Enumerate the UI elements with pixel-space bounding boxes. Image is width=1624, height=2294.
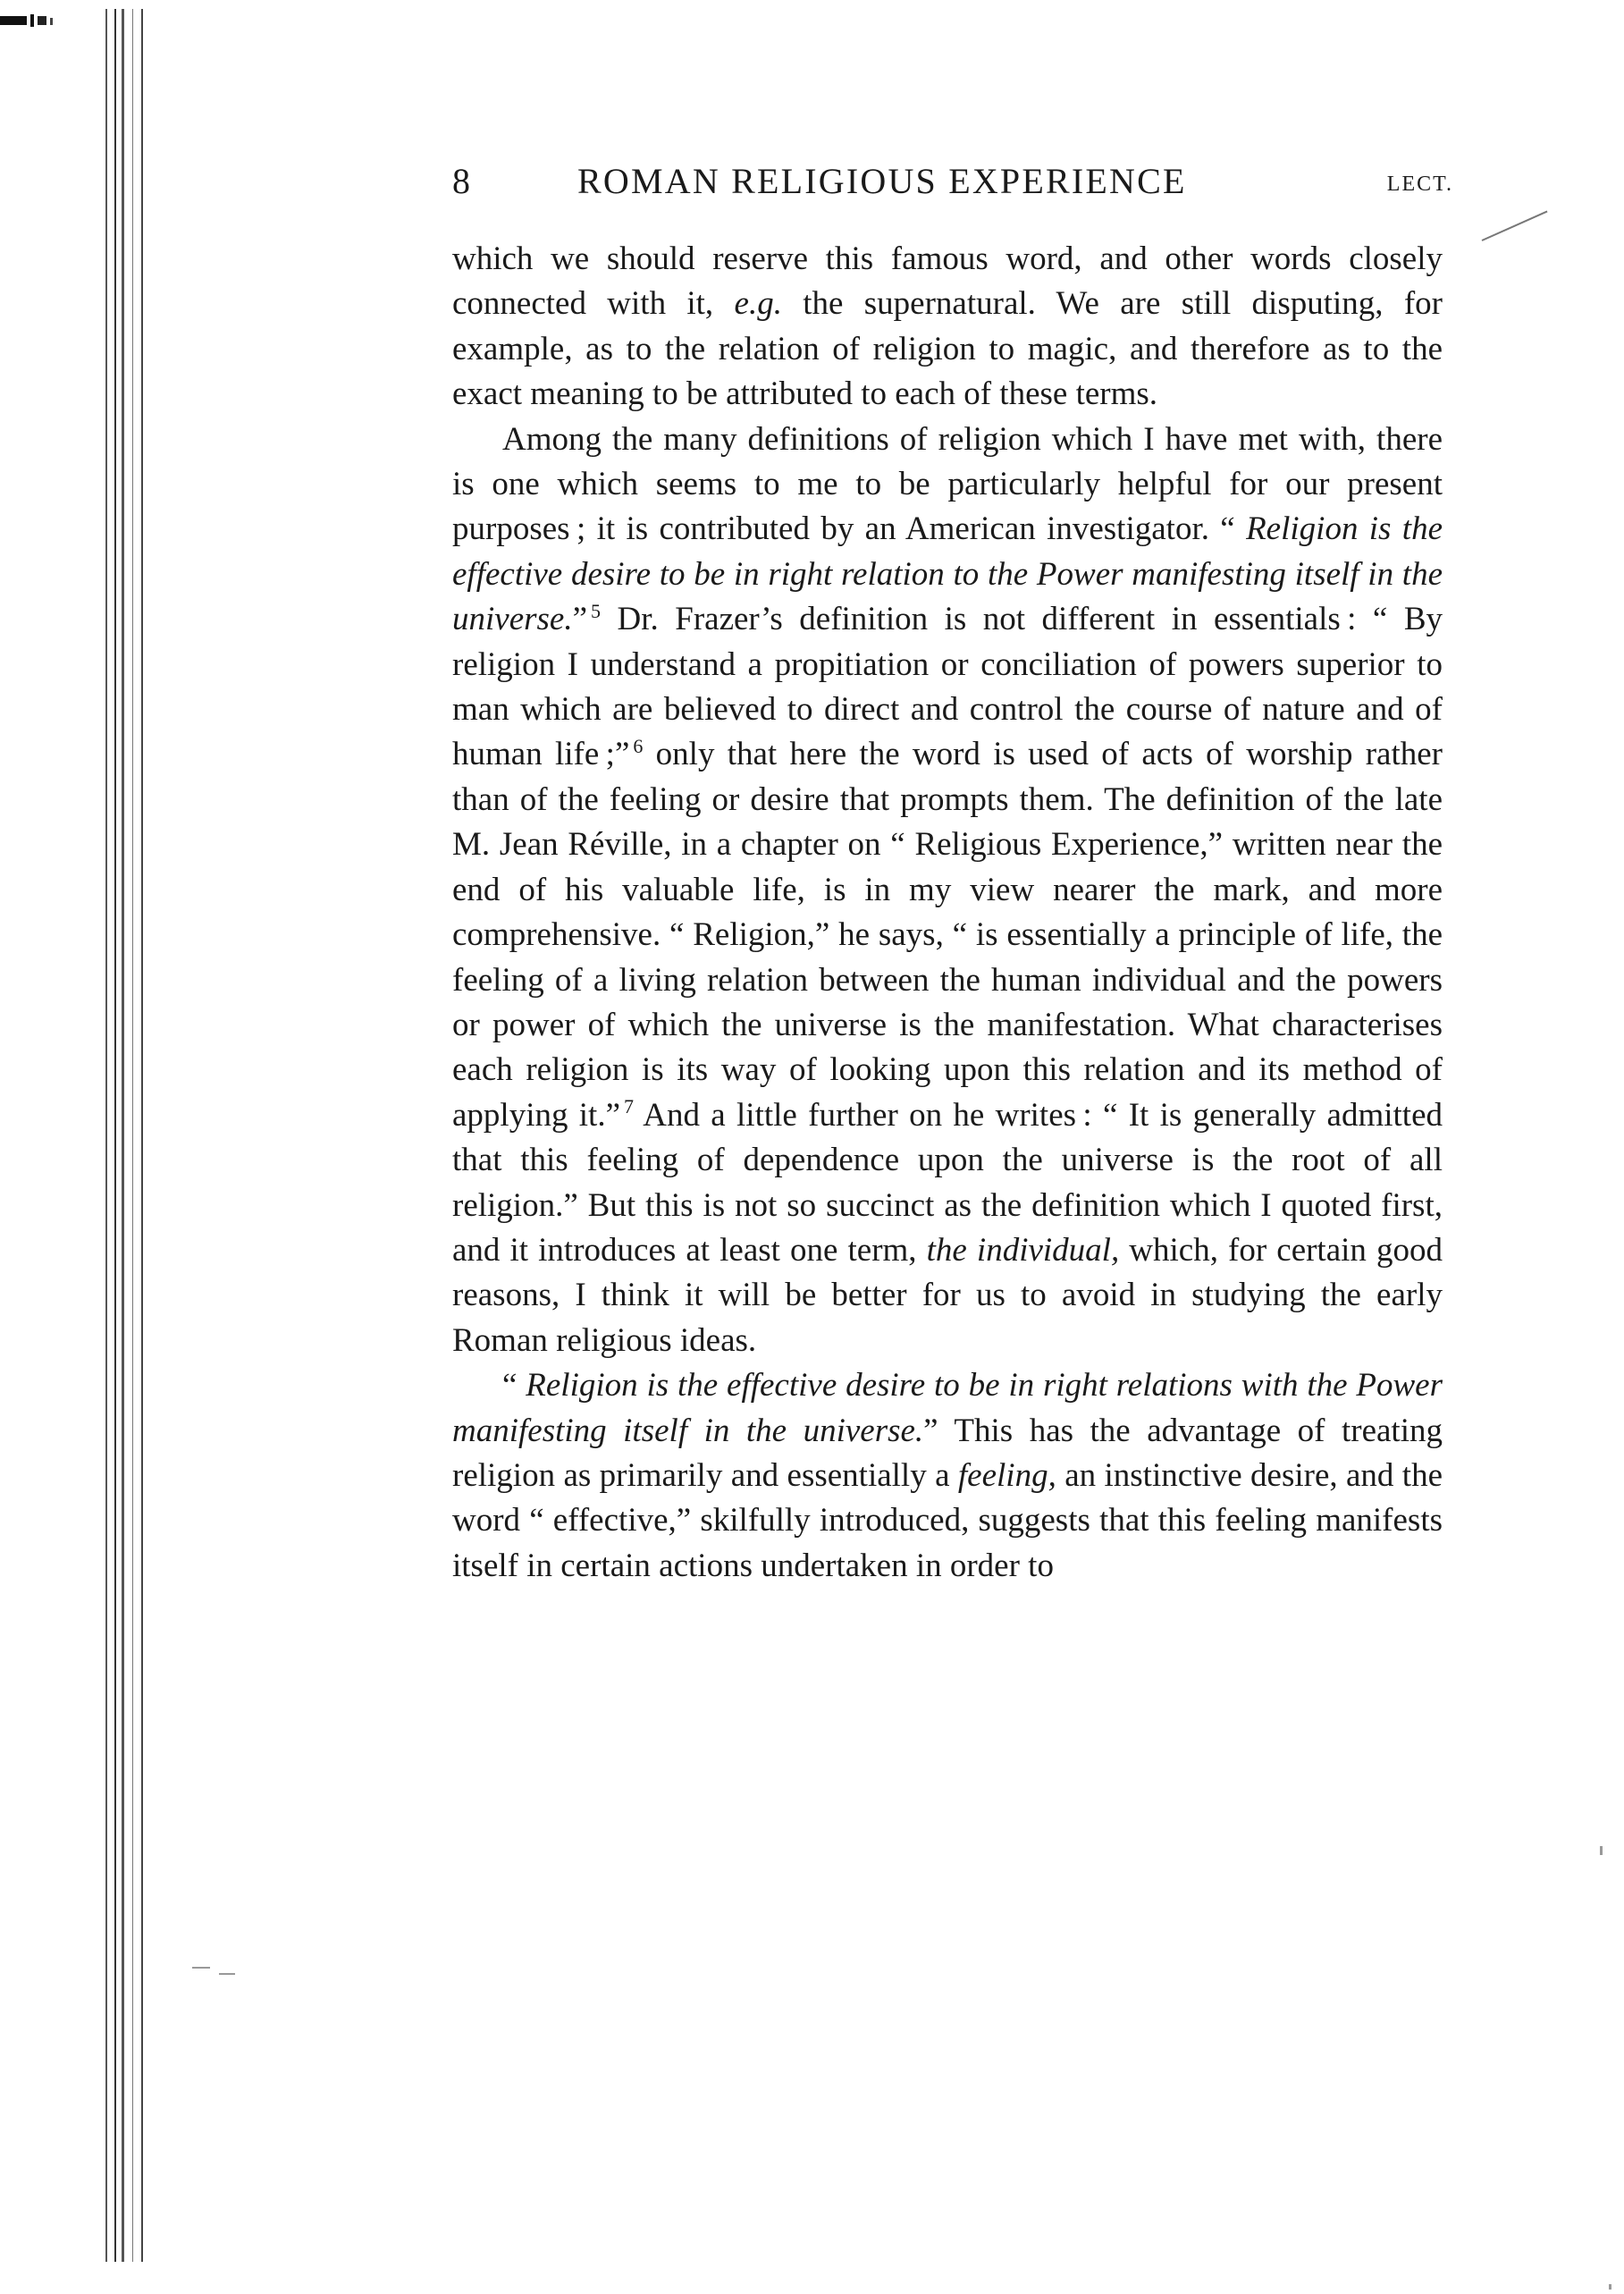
italic-text: e.g. xyxy=(734,285,782,323)
lecture-label: LECT. xyxy=(1386,173,1453,196)
text-run: which we should reserve this famous word, and other words closely connected with it, xyxy=(452,240,1443,323)
margin-speck xyxy=(1609,2284,1611,2290)
scan-corner-mark xyxy=(0,14,55,27)
text-run: an instinctive desire, and the word “ effective,” skilfully introduced, suggests that this feeling manifests itself in certain actions undertaken in order to xyxy=(452,1456,1443,1584)
italic-text: Religion is the effective desire to be in right relations with the Power manifesting itself in the universe. xyxy=(452,1367,1443,1449)
text-run: Dr. Frazer’s definition is not different in essentials : “ By religion I understand a propitiation or conciliation of powers superior to man which are believed to direct and control the course of nature and of human life ;” xyxy=(452,601,1443,773)
book-spine-binding xyxy=(105,0,159,2294)
margin-speck xyxy=(219,1973,235,1975)
footnote-ref: 5 xyxy=(591,599,602,622)
margin-pencil-mark xyxy=(1482,211,1548,241)
paragraph-1 xyxy=(452,237,1443,417)
italic-text: Religion is the effective desire to be in right relation to the Power manifesting itself in the universe. xyxy=(452,510,1443,638)
margin-speck xyxy=(1600,1846,1603,1855)
margin-speck xyxy=(192,1967,210,1969)
text-run: the supernatural. We are still disputing, for example, as to the relation of religion to magic, and therefore as to the exact meaning to be attributed to each of these terms. xyxy=(452,285,1443,413)
page-number: 8 xyxy=(452,161,470,201)
footnote-ref: 7 xyxy=(624,1095,635,1118)
paragraph-2 xyxy=(452,417,1443,1364)
running-title: ROMAN RELIGIOUS EXPERIENCE xyxy=(577,161,1187,201)
paragraph-3 xyxy=(452,1363,1443,1589)
italic-text: the individual, xyxy=(926,1231,1120,1269)
text-run: And a little further on he writes : “ It is generally admitted that this feeling of dependence upon the universe is the root of all religion.” But this is not so succinct as the definition which I quoted first, and it introduces at least one term, xyxy=(452,1096,1443,1269)
text-run: ” xyxy=(572,601,588,638)
body-text xyxy=(452,237,1443,1589)
text-run: “ xyxy=(502,1367,526,1404)
text-run: ” This has the advantage of treating religion as primarily and essentially a xyxy=(452,1412,1443,1494)
text-run: Among the many definitions of religion which I have met with, there is one which seems to me to be particularly helpful for our present purposes ; it is contributed by an American investigator. “ xyxy=(452,420,1443,548)
footnote-ref: 6 xyxy=(633,735,644,758)
text-run: only that here the word is used of acts of worship rather than of the feeling or desire that prompts them. The definition of the late M. Jean Réville, in a chapter on “ Religious Experience,” written near the end of his valuable life, is in my view nearer the mark, and more comprehensive. “ Religion,” he says, “ is essentially a principle of life, the feeling of a living relation between the human individual and the powers or power of which the universe is the manifestation. What characterises each religion is its way of looking upon this relation and its method of applying it.” xyxy=(452,736,1443,1134)
italic-text: feeling, xyxy=(957,1456,1056,1494)
text-run: which, for certain good reasons, I think it will be better for us to avoid in studying the early Roman religious ideas. xyxy=(452,1231,1443,1359)
running-head xyxy=(452,159,1453,213)
